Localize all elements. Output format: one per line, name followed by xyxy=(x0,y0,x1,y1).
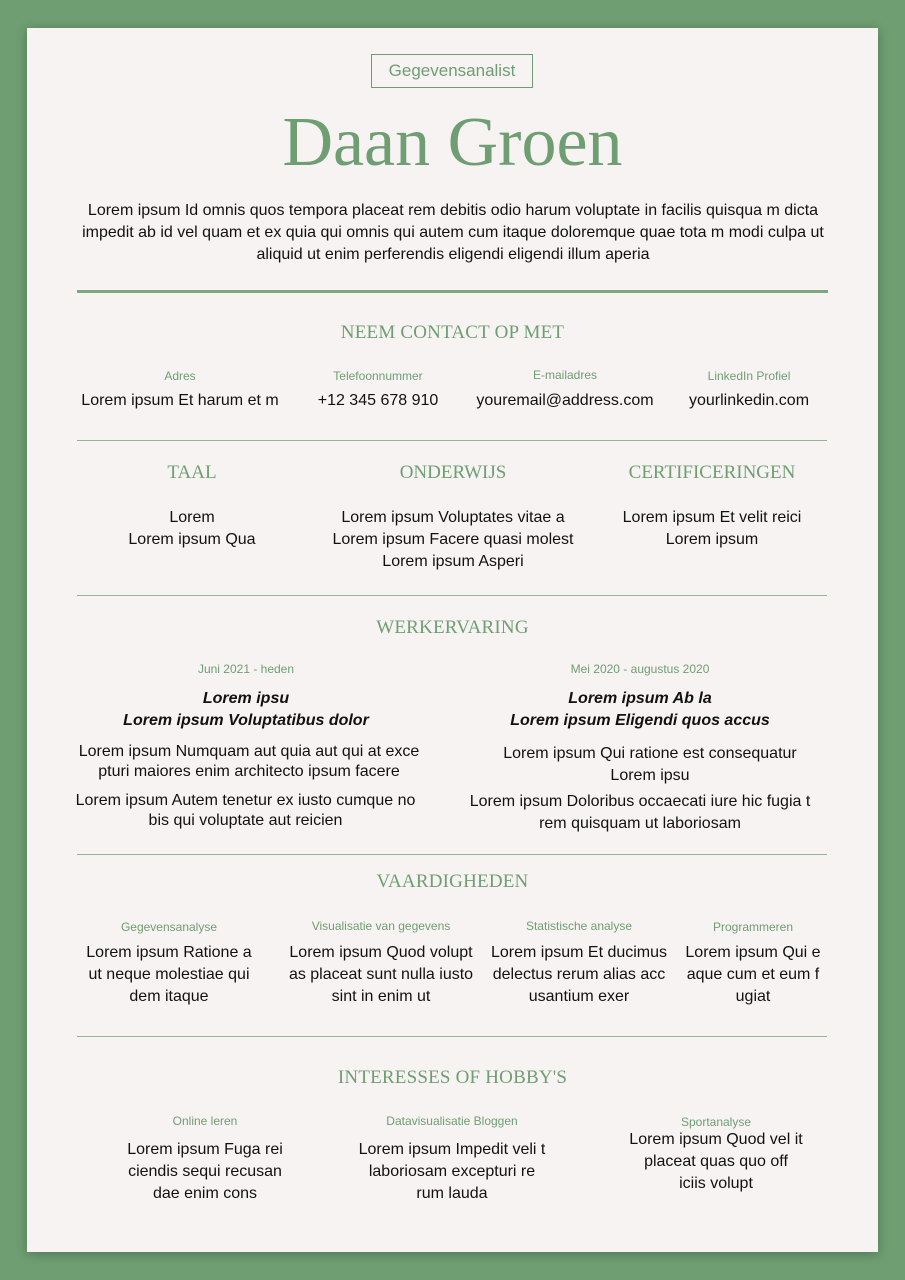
certifications-line-2: Lorem ipsum xyxy=(665,531,759,548)
skill-1-text: Lorem ipsum Ratione a ut neque molestiae qui dem itaque xyxy=(86,944,252,1005)
job-2-bullet-1: Lorem ipsum Qui ratione est consequatur Lorem ipsu xyxy=(503,745,797,784)
education-section-title: ONDERWIJS xyxy=(399,462,507,483)
certifications-line-1: Lorem ipsum Et velit reici xyxy=(622,509,802,526)
skill-1-label: Gegevensanalyse xyxy=(120,920,218,934)
skill-3-text: Lorem ipsum Et ducimus delectus rerum alias acc usantium exer xyxy=(490,944,668,1005)
contact-label-linkedin: LinkedIn Profiel xyxy=(707,369,791,383)
hobby-2-text: Lorem ipsum Impedit veli t laboriosam excepturi re rum lauda xyxy=(358,1141,546,1202)
skill-2-label: Visualisatie van gegevens xyxy=(311,919,451,933)
intro-summary: Lorem ipsum Id omnis quos tempora placeat rem debitis odio harum voluptate in facilis quisqua m dicta impedit ab id vel quam et ex quia qui omnis qui autem cum itaque doloremque quae tota m modi culpa ut aliquid ut enim perferendis eligendi eligendi illum aperia xyxy=(82,202,824,263)
language-line-2: Lorem ipsum Qua xyxy=(128,531,256,548)
contact-label-address: Adres xyxy=(164,369,196,383)
education-line-2: Lorem ipsum Facere quasi molest xyxy=(332,531,574,548)
skills-section-title: VAARDIGHEDEN xyxy=(376,871,529,892)
contact-value-email: youremail@address.com xyxy=(476,392,654,409)
hobby-1-label: Online leren xyxy=(172,1114,238,1128)
resume-page xyxy=(27,28,878,1252)
skill-4-label: Programmeren xyxy=(712,920,794,934)
job-1-company: Lorem ipsum Voluptatibus dolor xyxy=(123,712,369,729)
certifications-section-title: CERTIFICERINGEN xyxy=(628,462,796,483)
job-1-bullet-2: Lorem ipsum Autem tenetur ex iusto cumque no bis qui voluptate aut reicien xyxy=(75,792,416,829)
education-line-1: Lorem ipsum Voluptates vitae a xyxy=(341,509,565,526)
divider xyxy=(77,854,827,855)
job-1-role: Lorem ipsu xyxy=(202,690,290,707)
job-1-period: Juni 2021 - heden xyxy=(197,662,295,676)
language-line-1: Lorem xyxy=(169,509,215,526)
divider xyxy=(77,595,827,596)
contact-value-address: Lorem ipsum Et harum et m xyxy=(81,392,279,409)
skill-3-label: Statistische analyse xyxy=(525,919,633,933)
contact-value-phone: +12 345 678 910 xyxy=(317,392,439,409)
contact-value-linkedin: yourlinkedin.com xyxy=(688,392,810,409)
skill-2-text: Lorem ipsum Quod volupt as placeat sunt nulla iusto sint in enim ut xyxy=(288,944,474,1005)
header-divider xyxy=(77,290,828,293)
language-section-title: TAAL xyxy=(167,462,217,483)
hobbies-section-title: INTERESSES OF HOBBY'S xyxy=(337,1067,568,1088)
education-line-3: Lorem ipsum Asperi xyxy=(382,553,524,570)
hobby-3-text: Lorem ipsum Quod vel it placeat quas quo off iciis volupt xyxy=(629,1131,803,1192)
hobby-2-label: Datavisualisatie Bloggen xyxy=(386,1114,518,1128)
divider xyxy=(77,1036,827,1037)
job-2-role: Lorem ipsum Ab la xyxy=(568,690,712,707)
hobby-1-text: Lorem ipsum Fuga rei ciendis sequi recusan dae enim cons xyxy=(127,1141,283,1202)
job-1-bullet-1: Lorem ipsum Numquam aut quia aut qui at exce pturi maiores enim architecto ipsum facere xyxy=(78,743,420,780)
experience-section-title: WERKERVARING xyxy=(376,617,529,638)
divider xyxy=(77,440,827,441)
job-2-company: Lorem ipsum Eligendi quos accus xyxy=(510,712,770,729)
skill-4-text: Lorem ipsum Qui e aque cum et eum f ugiat xyxy=(685,944,821,1005)
contact-label-phone: Telefoonnummer xyxy=(333,369,423,383)
job-2-bullet-2: Lorem ipsum Doloribus occaecati iure hic fugia t rem quisquam ut laboriosam xyxy=(469,793,811,832)
person-name: Daan Groen xyxy=(282,104,623,181)
contact-label-email: E-mailadres xyxy=(532,368,598,382)
hobby-3-label: Sportanalyse xyxy=(680,1115,752,1129)
job-2-period: Mei 2020 - augustus 2020 xyxy=(570,662,710,676)
contact-section-title: NEEM CONTACT OP MET xyxy=(340,322,565,343)
job-title-badge: Gegevensanalist xyxy=(371,54,533,88)
